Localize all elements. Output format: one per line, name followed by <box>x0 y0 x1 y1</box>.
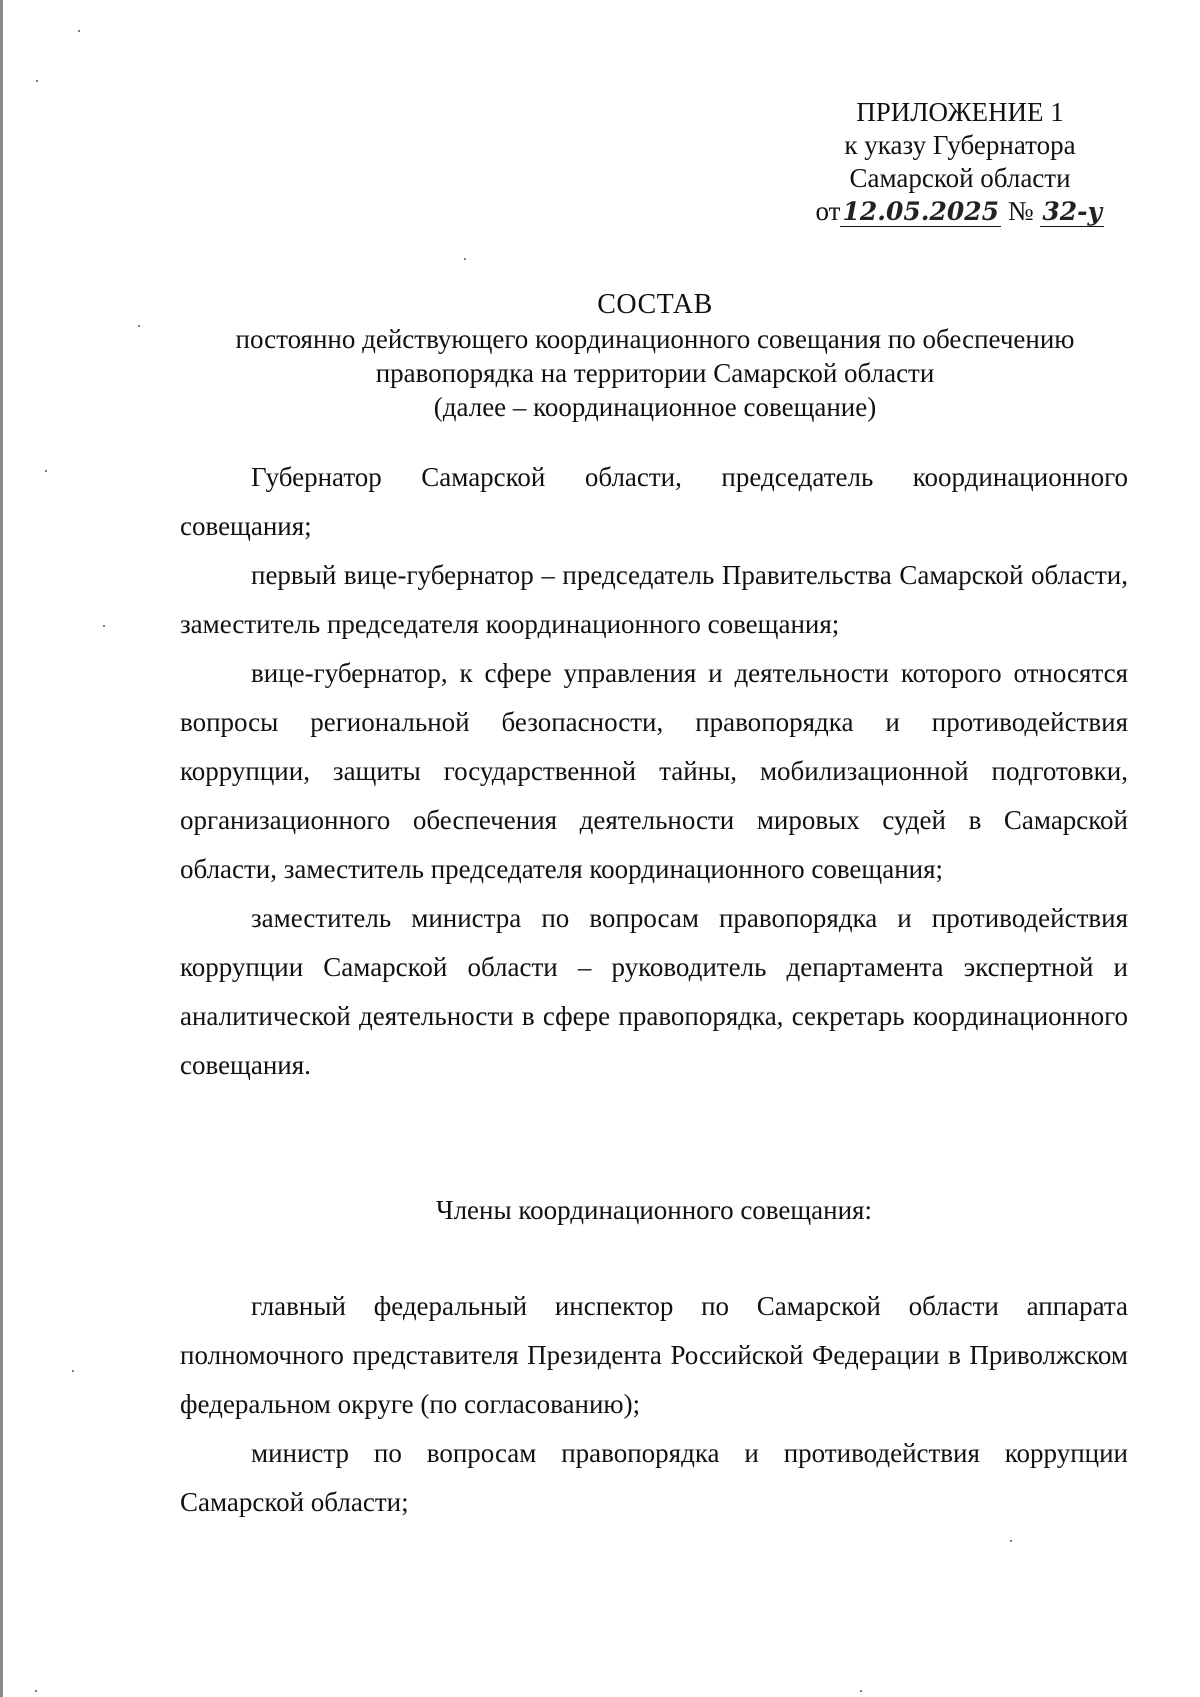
scan-edge <box>0 0 3 1697</box>
members-heading: Члены координационного совещания: <box>436 1195 872 1225</box>
scan-speck <box>72 1370 74 1372</box>
document-title <box>180 288 1130 424</box>
member-item-federal-inspector: главный федеральный инспектор по Самарской области аппарата полномочного представителя Президента Российской Федерации в Приволжском федеральном округе (по согласованию); <box>180 1291 1128 1419</box>
scan-speck <box>138 325 140 327</box>
appendix-date-number <box>795 195 1125 228</box>
handwritten-date: 12.05.2025 <box>842 197 1000 226</box>
scan-speck <box>78 30 80 32</box>
leadership-item-deputy: вице-губернатор, к сфере управления и деятельности которого относятся вопросы региональной безопасности, правопорядка и противодействия коррупции, защиты государственной тайны, мобилизационной подготовки, организационного обеспечения деятельности мировых судей в Самарской области, заместитель председателя координационного совещания; <box>180 658 1128 884</box>
title-line-3: (далее – координационное совещание) <box>433 392 877 422</box>
scan-speck <box>45 470 47 472</box>
leadership-item-secretary: заместитель министра по вопросам правопорядка и противодействия коррупции Самарской области – руководитель департамента экспертной и аналитической деятельности в сфере правопорядка, секретарь координационного совещания. <box>180 903 1128 1080</box>
appendix-region: Самарской области <box>849 163 1071 193</box>
title-head: СОСТАВ <box>597 289 713 320</box>
scan-speck <box>1010 1540 1012 1542</box>
scan-speck <box>860 1690 862 1692</box>
scan-speck <box>464 258 466 260</box>
leadership-item-chairman: Губернатор Самарской области, председатель координационного совещания; <box>180 462 1128 541</box>
members-list <box>180 1282 1128 1527</box>
scan-speck <box>35 1690 37 1692</box>
scan-speck <box>36 80 38 82</box>
date-prefix: от <box>815 196 841 226</box>
title-line-1: постоянно действующего координационного совещания по обеспечению <box>235 324 1075 354</box>
title-line-2: правопорядка на территории Самарской области <box>375 358 935 388</box>
scan-speck <box>103 625 105 627</box>
handwritten-number: 32-у <box>1042 197 1103 226</box>
appendix-header <box>795 96 1125 228</box>
number-prefix: № <box>1007 196 1034 226</box>
appendix-decree-ref: к указу Губернатора <box>844 130 1076 160</box>
leadership-item-first-deputy: первый вице-губернатор – председатель Правительства Самарской области, заместитель председателя координационного совещания; <box>180 560 1128 639</box>
leadership-list <box>180 453 1128 1090</box>
appendix-title: ПРИЛОЖЕНИЕ 1 <box>856 97 1064 127</box>
member-item-minister: министр по вопросам правопорядка и противодействия коррупции Самарской области; <box>180 1438 1128 1517</box>
